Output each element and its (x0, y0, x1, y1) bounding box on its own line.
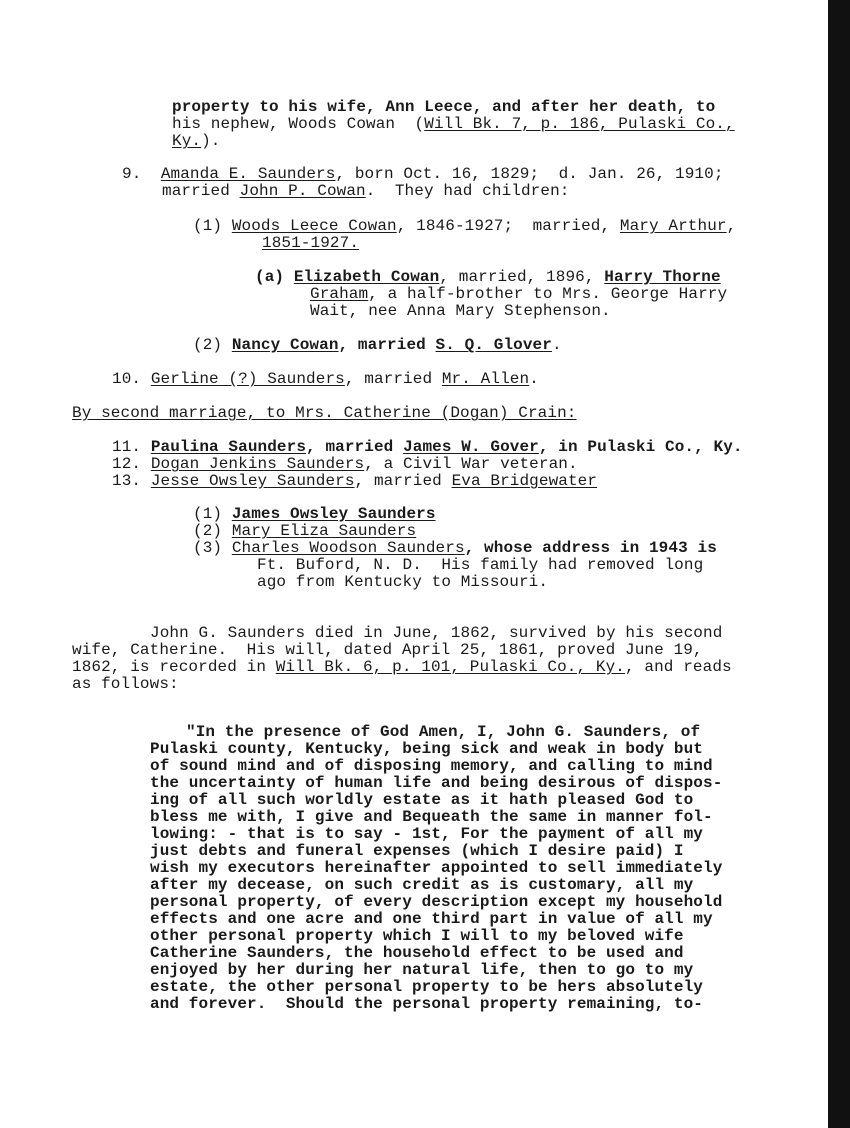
will-line: "In the presence of God Amen, I, John G. Saunders, of (186, 723, 701, 741)
person-name: Dogan Jenkins Saunders (150, 455, 365, 473)
person-name: Mary Arthur (619, 217, 727, 235)
person-name: Harry Thorne (604, 268, 721, 286)
will-line: after my decease, on such credit as is customary, all my (150, 876, 694, 894)
paragraph-line: 1862, is recorded in Will Bk. 6, p. 101, Pulaski Co., Ky., and reads (72, 658, 732, 676)
entry-13: 13. Jesse Owsley Saunders, married Eva Bridgewater (112, 472, 598, 490)
person-name: Mr. Allen (441, 370, 530, 388)
will-line: wish my executors hereinafter appointed to sell immediately (150, 859, 723, 877)
entry-12: 12. Dogan Jenkins Saunders, a Civil War veteran. (112, 455, 578, 473)
entry-13-child-2: (2) Mary Eliza Saunders (193, 522, 417, 540)
person-name: Eva Bridgewater (451, 472, 598, 490)
person-name: Mary Eliza Saunders (231, 522, 417, 540)
will-line: estate, the other personal property to be hers absolutely (150, 978, 703, 996)
person-name: James W. Gover (403, 438, 539, 456)
will-line: just debts and funeral expenses (which I desire paid) I (150, 842, 684, 860)
entry-13-child-3: (3) Charles Woodson Saunders, whose address in 1943 is (193, 539, 717, 557)
text-line: married John P. Cowan. They had children: (162, 182, 570, 200)
will-line: personal property, of every description except my household (150, 893, 723, 911)
will-line: Pulaski county, Kentucky, being sick and weak in body but (150, 740, 703, 758)
will-line: other personal property which I will to my beloved wife (150, 927, 684, 945)
text-line: ago from Kentucky to Missouri. (257, 573, 549, 591)
will-reference: Will Bk. 7, p. 186, Pulaski Co., (424, 115, 735, 133)
will-line: the uncertainty of human life and being desirous of dispos- (150, 774, 723, 792)
entry-9-grandchild-a: (a) Elizabeth Cowan, married, 1896, Harry Thorne (255, 268, 721, 286)
paragraph-line: John G. Saunders died in June, 1862, survived by his second (150, 624, 723, 642)
will-line: and forever. Should the personal property remaining, to- (150, 995, 703, 1013)
will-line: enjoyed by her during her natural life, then to go to my (150, 961, 694, 979)
text-line: his nephew, Woods Cowan (Will Bk. 7, p. 186, Pulaski Co., (172, 115, 735, 133)
person-name: Gerline (?) Saunders (150, 370, 345, 388)
person-name: Charles Woodson Saunders (231, 539, 465, 557)
will-reference: Ky. (172, 132, 202, 150)
person-name: Paulina Saunders (150, 438, 307, 456)
person-name: James Owsley Saunders (231, 505, 436, 523)
person-name: John P. Cowan (239, 182, 366, 200)
person-name: Jesse Owsley Saunders (150, 472, 355, 490)
text-line: Ky.). (172, 132, 221, 150)
will-line: of sound mind and of disposing memory, and calling to mind (150, 757, 713, 775)
entry-10: 10. Gerline (?) Saunders, married Mr. Allen. (112, 370, 539, 388)
text-line: Graham, a half-brother to Mrs. George Harry (310, 285, 728, 303)
person-name: Nancy Cowan (231, 336, 339, 354)
will-quotation (150, 724, 722, 1013)
section-heading: By second marriage, to Mrs. Catherine (Dogan) Crain: (72, 404, 577, 422)
person-name: Woods Leece Cowan (231, 217, 397, 235)
will-line: Catherine Saunders, the household effect to be used and (150, 944, 684, 962)
will-line: lowing: - that is to say - 1st, For the payment of all my (150, 825, 703, 843)
text-line: 1851-1927. (262, 234, 360, 252)
will-line: bless me with, I give and Bequeath the same in manner fol- (150, 808, 713, 826)
will-line: ing of all such worldly estate as it hath pleased God to (150, 791, 694, 809)
paragraph-line: wife, Catherine. His will, dated April 25, 1861, proved June 19, (72, 641, 703, 659)
person-name: S. Q. Glover (435, 336, 552, 354)
will-line: effects and one acre and one third part in value of all my (150, 910, 713, 928)
paragraph-line: as follows: (72, 675, 179, 693)
entry-9-child-1: (1) Woods Leece Cowan, 1846-1927; married, Mary Arthur, (193, 217, 737, 235)
will-reference: Will Bk. 6, p. 101, Pulaski Co., Ky. (275, 658, 625, 676)
entry-13-child-1: (1) James Owsley Saunders (193, 505, 436, 523)
entry-9: 9. Amanda E. Saunders, born Oct. 16, 1829; d. Jan. 26, 1910; (122, 165, 724, 183)
person-name: Elizabeth Cowan (293, 268, 440, 286)
text-line: Ft. Buford, N. D. His family had removed long (257, 556, 704, 574)
entry-11: 11. Paulina Saunders, married James W. Gover, in Pulaski Co., Ky. (112, 438, 743, 456)
text-line: property to his wife, Ann Leece, and after her death, to (172, 98, 716, 116)
scan-page-edge (828, 0, 850, 1128)
entry-9-child-2: (2) Nancy Cowan, married S. Q. Glover. (193, 336, 562, 354)
person-name: Amanda E. Saunders (160, 165, 336, 183)
person-name: Graham (310, 285, 369, 303)
text-line: Wait, nee Anna Mary Stephenson. (310, 302, 611, 320)
